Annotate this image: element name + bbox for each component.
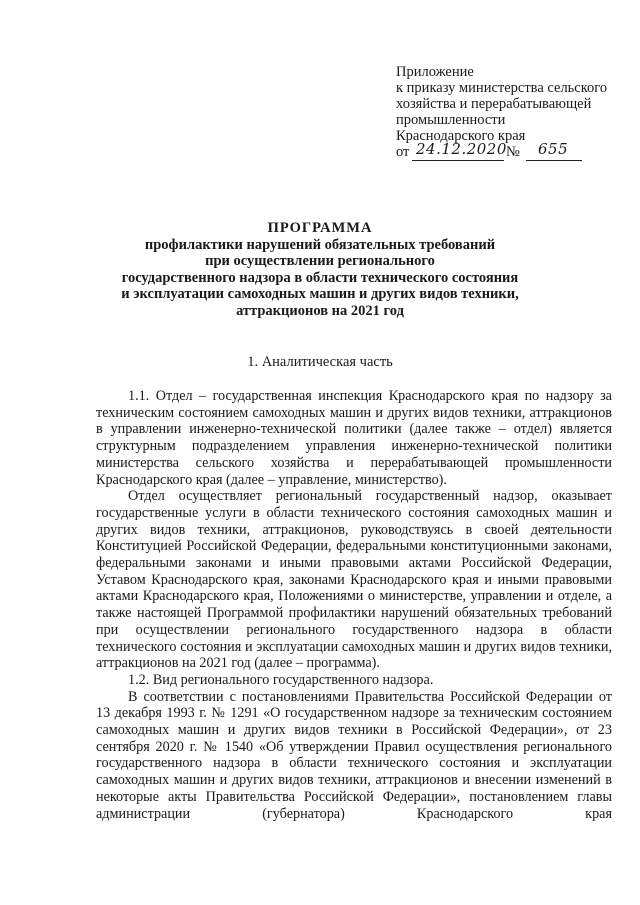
section-heading: 1. Аналитическая часть bbox=[247, 354, 393, 370]
date-prefix: от bbox=[396, 144, 410, 160]
title-main: ПРОГРАММА bbox=[267, 220, 373, 236]
date-underline bbox=[412, 160, 504, 161]
appendix-line: Приложение bbox=[396, 64, 474, 80]
order-number-handwritten: 655 bbox=[538, 140, 569, 158]
title-line: аттракционов на 2021 год bbox=[236, 302, 404, 319]
paragraph: В соответствии с постановлениями Правительства Российской Федерации от 13 декабря 1993 г. № 1291 «О государственном надзоре за техническим состоянием самоходных машин и других видов техники в Российской Федерации», от 23 сентября 2020 г. № 1540 «Об утверждении Правил осуществления регионального государственного надзора в области технического состояния и эксплуатации самоходных машин и других видов техники, аттракционов и внесении изменений в некоторые акты Правительства Российской Федерации», постановлением главы администрации (губернатора) Краснодарского края bbox=[96, 688, 612, 822]
program-title bbox=[100, 220, 540, 320]
order-date-handwritten: 24.12.2020 bbox=[416, 140, 507, 158]
appendix-block bbox=[396, 64, 626, 162]
paragraph: Отдел осуществляет региональный государственный надзор, оказывает государственные услуги в области технического состояния самоходных машин и других видов техники, аттракционов, руководствуясь в своей деятельности Конституцией Российской Федерации, федеральными конституционными законами, федеральными законами и иными правовыми актами Российской Федерации, Уставом Краснодарского края, законами Краснодарского края и иными правовыми актами Краснодарского края, Положениями о министерстве, управлении и отделе, а также настоящей Программой профилактики нарушений обязательных требований при осуществлении регионального государственного надзора в области технического состояния и эксплуатации самоходных машин и других видов техники, аттракционов на 2021 год (далее – программа). bbox=[96, 488, 612, 672]
paragraph: 1.1. Отдел – государственная инспекция Краснодарского края по надзору за техническим состоянием самоходных машин и других видов техники, аттракционов в управлении инженерно-технической политики (далее также – отдел) является структурным подразделением управления инженерно-технической политики министерства сельского хозяйства и перерабатывающей промышленности Краснодарского края (далее – управление, министерство). bbox=[96, 388, 612, 488]
title-line: при осуществлении регионального bbox=[205, 253, 435, 270]
title-line: государственного надзора в области технического состояния bbox=[121, 269, 519, 286]
title-line: профилактики нарушений обязательных требований bbox=[144, 236, 496, 253]
appendix-line: к приказу министерства сельского bbox=[396, 80, 608, 96]
appendix-line: промышленности bbox=[396, 112, 506, 128]
order-date-number-row bbox=[396, 140, 626, 162]
appendix-line: хозяйства и перерабатывающей bbox=[396, 96, 592, 112]
number-underline bbox=[526, 160, 582, 161]
number-prefix: № bbox=[506, 144, 520, 160]
title-line: и эксплуатации самоходных машин и других видов техники, bbox=[121, 286, 519, 303]
appendix-line: Краснодарского края bbox=[396, 128, 526, 144]
paragraph: 1.2. Вид регионального государственного надзора. bbox=[128, 671, 434, 688]
document-body bbox=[96, 388, 612, 822]
